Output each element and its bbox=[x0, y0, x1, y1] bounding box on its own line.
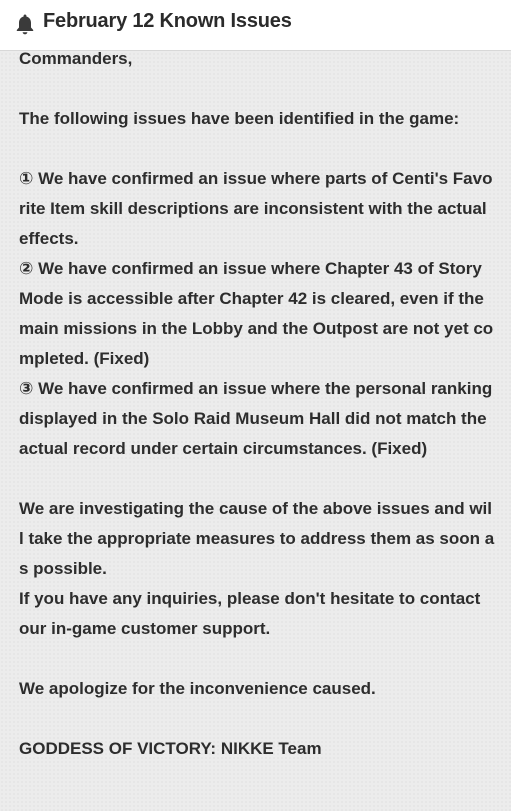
page-title: February 12 Known Issues bbox=[43, 10, 292, 32]
issue-item-2: ② We have confirmed an issue where Chapter 43 of Story Mode is accessible after Chapter 42 is cleared, even if the main missions in the Lobby and the Outpost are not yet completed. (Fixed) bbox=[19, 259, 494, 368]
investigating-text: We are investigating the cause of the above issues and will take the appropriate measures to address them as soon as possible. bbox=[19, 499, 495, 578]
top-bar bbox=[0, 0, 511, 51]
announcement-body[interactable] bbox=[0, 51, 511, 811]
intro-text: The following issues have been identified in the game: bbox=[19, 109, 460, 128]
apology-text: We apologize for the inconvenience caused. bbox=[19, 679, 376, 698]
greeting-text: Commanders, bbox=[19, 51, 133, 68]
bell-icon bbox=[15, 13, 35, 35]
issue-item-1: ① We have confirmed an issue where parts of Centi's Favorite Item skill descriptions are inconsistent with the actual effects. bbox=[19, 169, 493, 248]
signature-text: GODDESS OF VICTORY: NIKKE Team bbox=[19, 739, 322, 758]
inquiries-text: If you have any inquiries, please don't hesitate to contact our in-game customer support. bbox=[19, 589, 481, 638]
issue-item-3: ③ We have confirmed an issue where the personal ranking displayed in the Solo Raid Museum Hall did not match the actual record under certain circumstances. (Fixed) bbox=[19, 379, 493, 458]
announcement-text bbox=[19, 51, 495, 764]
